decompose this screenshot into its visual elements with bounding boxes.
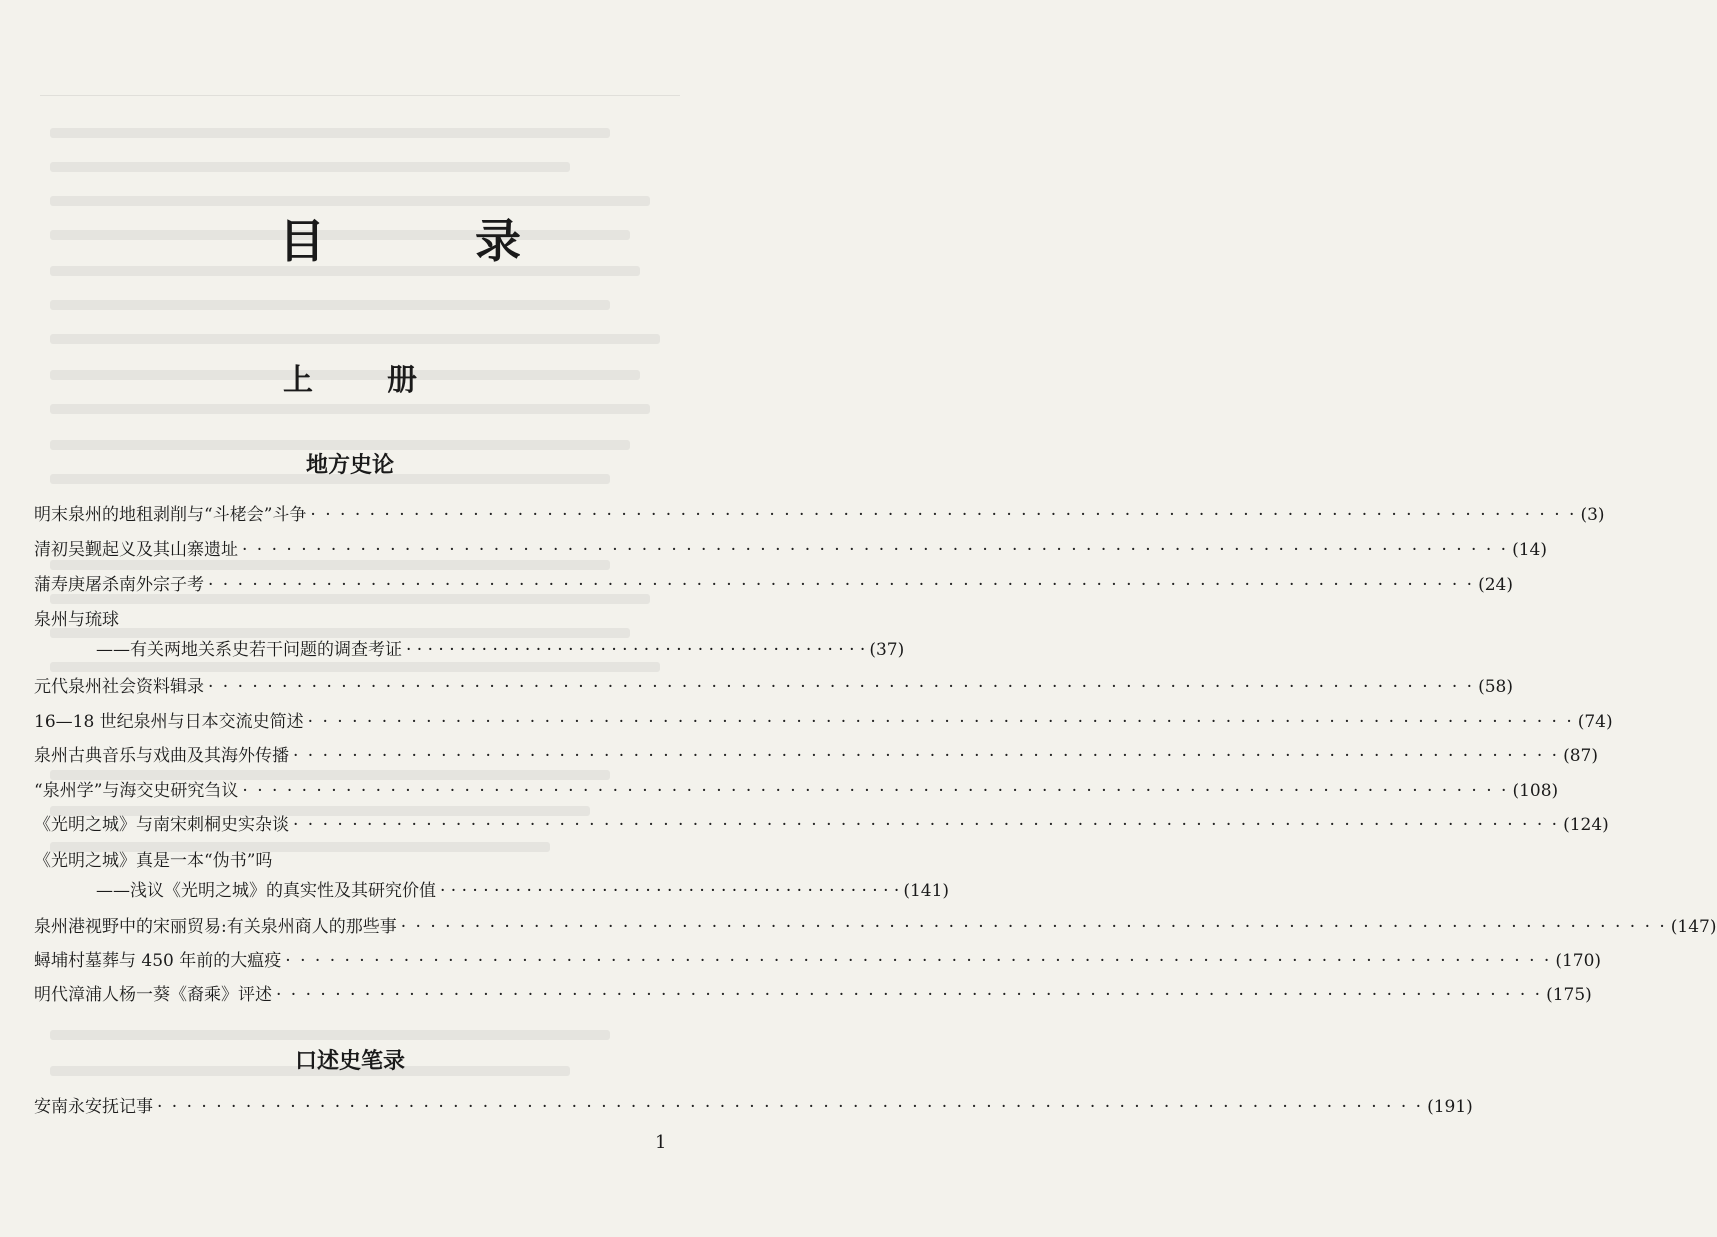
toc-entry-title: 泉州古典音乐与戏曲及其海外传播 xyxy=(34,746,289,766)
dot-leader: · · · · · · · · · · · · · · · · · · · · · · · · · · · · · · · · · · · · · · · · · · · xyxy=(440,881,900,901)
toc-entry-title: 清初吴觐起义及其山寨遗址 xyxy=(34,540,238,560)
toc-entry[interactable] xyxy=(34,776,1559,806)
toc-entry[interactable] xyxy=(34,1092,1473,1122)
toc-entry-title: 《光明之城》与南宋刺桐史实杂谈 xyxy=(34,815,289,835)
toc-entry[interactable] xyxy=(34,535,1547,565)
toc-entry-page: (191) xyxy=(1427,1097,1473,1117)
dot-leader xyxy=(308,712,1574,732)
toc-entry-page: (24) xyxy=(1478,575,1513,595)
toc-entry-title: 蟳埔村墓葬与 450 年前的大瘟疫 xyxy=(34,951,282,971)
dot-leader xyxy=(285,951,1551,971)
toc-entry[interactable] xyxy=(34,500,1605,530)
section-heading-local-history: 地方史论 xyxy=(305,453,394,478)
dot-leader xyxy=(276,985,1542,1005)
toc-entry-subtitle: ——浅议《光明之城》的真实性及其研究价值 xyxy=(96,881,436,901)
toc-entry-page: (108) xyxy=(1512,781,1559,801)
toc-entry-page: (87) xyxy=(1563,746,1598,766)
toc-entry-subtitle-row[interactable] xyxy=(34,876,950,906)
toc-entry-subtitle-row[interactable] xyxy=(34,635,905,665)
toc-entry[interactable] xyxy=(34,707,1613,737)
page-number: 1 xyxy=(655,1132,667,1153)
toc-entry-title: 明末泉州的地租剥削与“斗栳会”斗争 xyxy=(34,505,307,525)
toc-entry[interactable] xyxy=(34,672,1513,702)
dot-leader xyxy=(293,746,1559,766)
toc-entry[interactable] xyxy=(34,946,1602,976)
page-title: 目 录 xyxy=(279,214,573,268)
dot-leader xyxy=(242,781,1508,801)
toc-entry-title: 蒲寿庚屠杀南外宗子考 xyxy=(34,575,204,595)
toc-entry-page: (170) xyxy=(1555,951,1602,971)
section-heading-oral-history: 口述史笔录 xyxy=(294,1049,405,1074)
toc-entry[interactable] xyxy=(34,741,1598,771)
toc-entry-page: (175) xyxy=(1546,985,1592,1005)
toc-entry-page: (37) xyxy=(869,640,905,660)
dot-leader xyxy=(242,540,1508,560)
toc-entry-page: (3) xyxy=(1580,505,1605,525)
toc-entry-title: 16—18 世纪泉州与日本交流史简述 xyxy=(34,712,304,732)
dot-leader xyxy=(401,917,1667,937)
toc-entry-page: (74) xyxy=(1577,712,1613,732)
toc-entry-title[interactable]: 泉州与琉球 xyxy=(34,610,119,630)
dot-leader xyxy=(310,505,1576,525)
toc-entry[interactable] xyxy=(34,810,1609,840)
toc-entry-title: 元代泉州社会资料辑录 xyxy=(34,677,204,697)
toc-entry-title: 安南永安抚记事 xyxy=(34,1097,153,1117)
toc-entry-page: (141) xyxy=(903,881,950,901)
toc-entry-title[interactable]: 《光明之城》真是一本“伪书”吗 xyxy=(34,851,273,871)
toc-entry-title: 泉州港视野中的宋丽贸易:有关泉州商人的那些事 xyxy=(34,917,397,937)
toc-entry-page: (58) xyxy=(1478,677,1513,697)
volume-heading: 上 册 xyxy=(283,363,439,398)
toc-entry-page: (14) xyxy=(1512,540,1547,560)
toc-entry-page: (147) xyxy=(1670,917,1717,937)
dot-leader xyxy=(293,815,1559,835)
dot-leader: · · · · · · · · · · · · · · · · · · · · · · · · · · · · · · · · · · · · · · · · · · · xyxy=(406,640,866,660)
toc-entry-title: “泉州学”与海交史研究刍议 xyxy=(34,781,239,801)
toc-entry[interactable] xyxy=(34,912,1717,942)
toc-entry-title: 明代漳浦人杨一葵《裔乘》评述 xyxy=(34,985,272,1005)
toc-entry-subtitle: ——有关两地关系史若干问题的调查考证 xyxy=(96,640,402,660)
toc-entry-page: (124) xyxy=(1563,815,1609,835)
toc-entry[interactable] xyxy=(34,570,1513,600)
dot-leader xyxy=(157,1097,1423,1117)
toc-entry[interactable] xyxy=(34,980,1592,1010)
dot-leader xyxy=(208,677,1474,697)
dot-leader xyxy=(208,575,1474,595)
